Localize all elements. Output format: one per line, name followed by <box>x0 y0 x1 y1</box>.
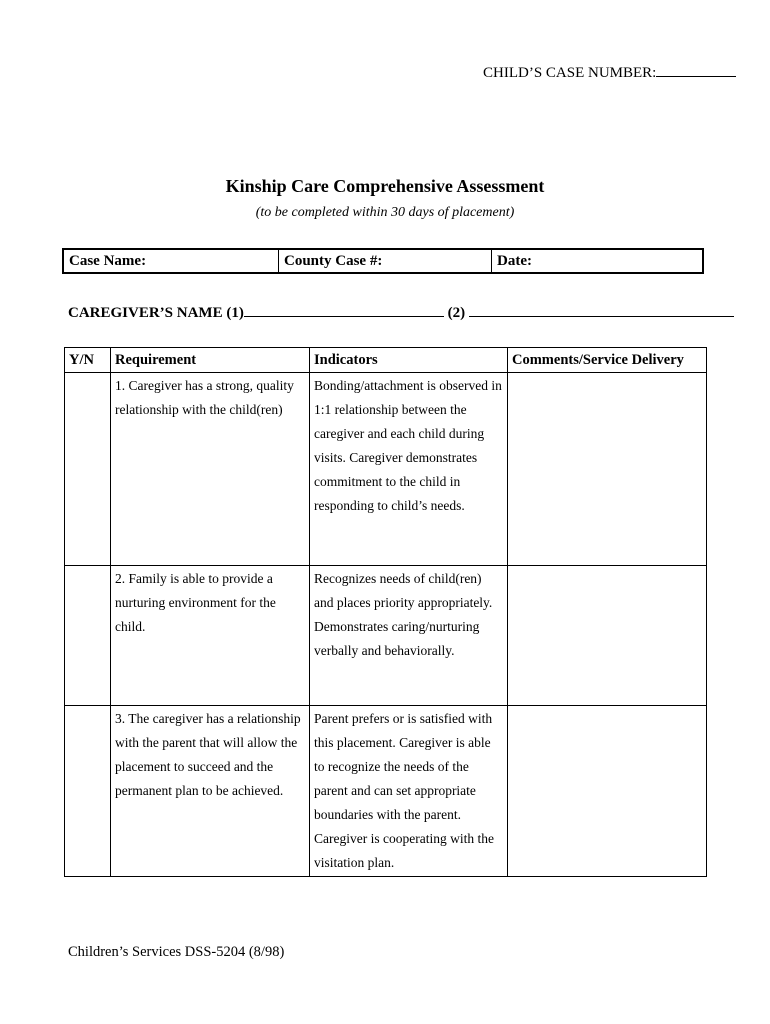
assessment-table <box>64 347 707 877</box>
case-name-field[interactable]: Case Name: <box>64 250 279 272</box>
caregiver-label-2: (2) <box>447 305 466 321</box>
yn-cell[interactable] <box>65 373 111 566</box>
indicators-cell: Bonding/attachment is observed in 1:1 relationship between the caregiver and each child during visits. Caregiver demonstrates commitment to the child in responding to child’s needs. <box>310 373 508 566</box>
case-number-field[interactable] <box>656 62 736 77</box>
form-subtitle: (to be completed within 30 days of placement) <box>255 205 515 220</box>
caregiver-name-2-field[interactable] <box>469 302 734 317</box>
yn-cell[interactable] <box>65 566 111 706</box>
requirement-cell: 2. Family is able to provide a nurturing environment for the child. <box>111 566 310 706</box>
yn-cell[interactable] <box>65 706 111 877</box>
comments-cell[interactable] <box>508 373 707 566</box>
county-case-field[interactable]: County Case #: <box>279 250 492 272</box>
requirement-cell: 3. The caregiver has a relationship with the parent that will allow the placement to succeed and the permanent plan to be achieved. <box>111 706 310 877</box>
date-field[interactable]: Date: <box>497 253 532 269</box>
form-title: Kinship Care Comprehensive Assessment <box>225 176 545 196</box>
comments-cell[interactable] <box>508 566 707 706</box>
table-row <box>65 706 707 877</box>
case-number-label: CHILD’S CASE NUMBER: <box>483 65 657 81</box>
table-row <box>65 566 707 706</box>
caregiver-name-1-field[interactable] <box>244 302 444 317</box>
requirement-cell: 1. Caregiver has a strong, quality relationship with the child(ren) <box>111 373 310 566</box>
column-header-yn: Y/N <box>65 348 111 373</box>
childs-case-number <box>483 62 736 82</box>
caregiver-name-row <box>68 302 734 322</box>
column-header-requirement: Requirement <box>111 348 310 373</box>
table-row <box>65 373 707 566</box>
comments-cell[interactable] <box>508 706 707 877</box>
table-header-row <box>65 348 707 373</box>
column-header-comments: Comments/Service Delivery <box>508 348 707 373</box>
indicators-cell: Recognizes needs of child(ren) and places priority appropriately. Demonstrates caring/nurturing verbally and behaviorally. <box>310 566 508 706</box>
indicators-cell: Parent prefers or is satisfied with this placement. Caregiver is able to recognize the needs of the parent and can set appropriate boundaries with the parent. Caregiver is cooperating with the visitation plan. <box>310 706 508 877</box>
caregiver-label-1: CAREGIVER’S NAME (1) <box>68 305 244 321</box>
case-header-box <box>62 248 704 274</box>
form-footer: Children’s Services DSS-5204 (8/98) <box>68 944 285 960</box>
column-header-indicators: Indicators <box>310 348 508 373</box>
